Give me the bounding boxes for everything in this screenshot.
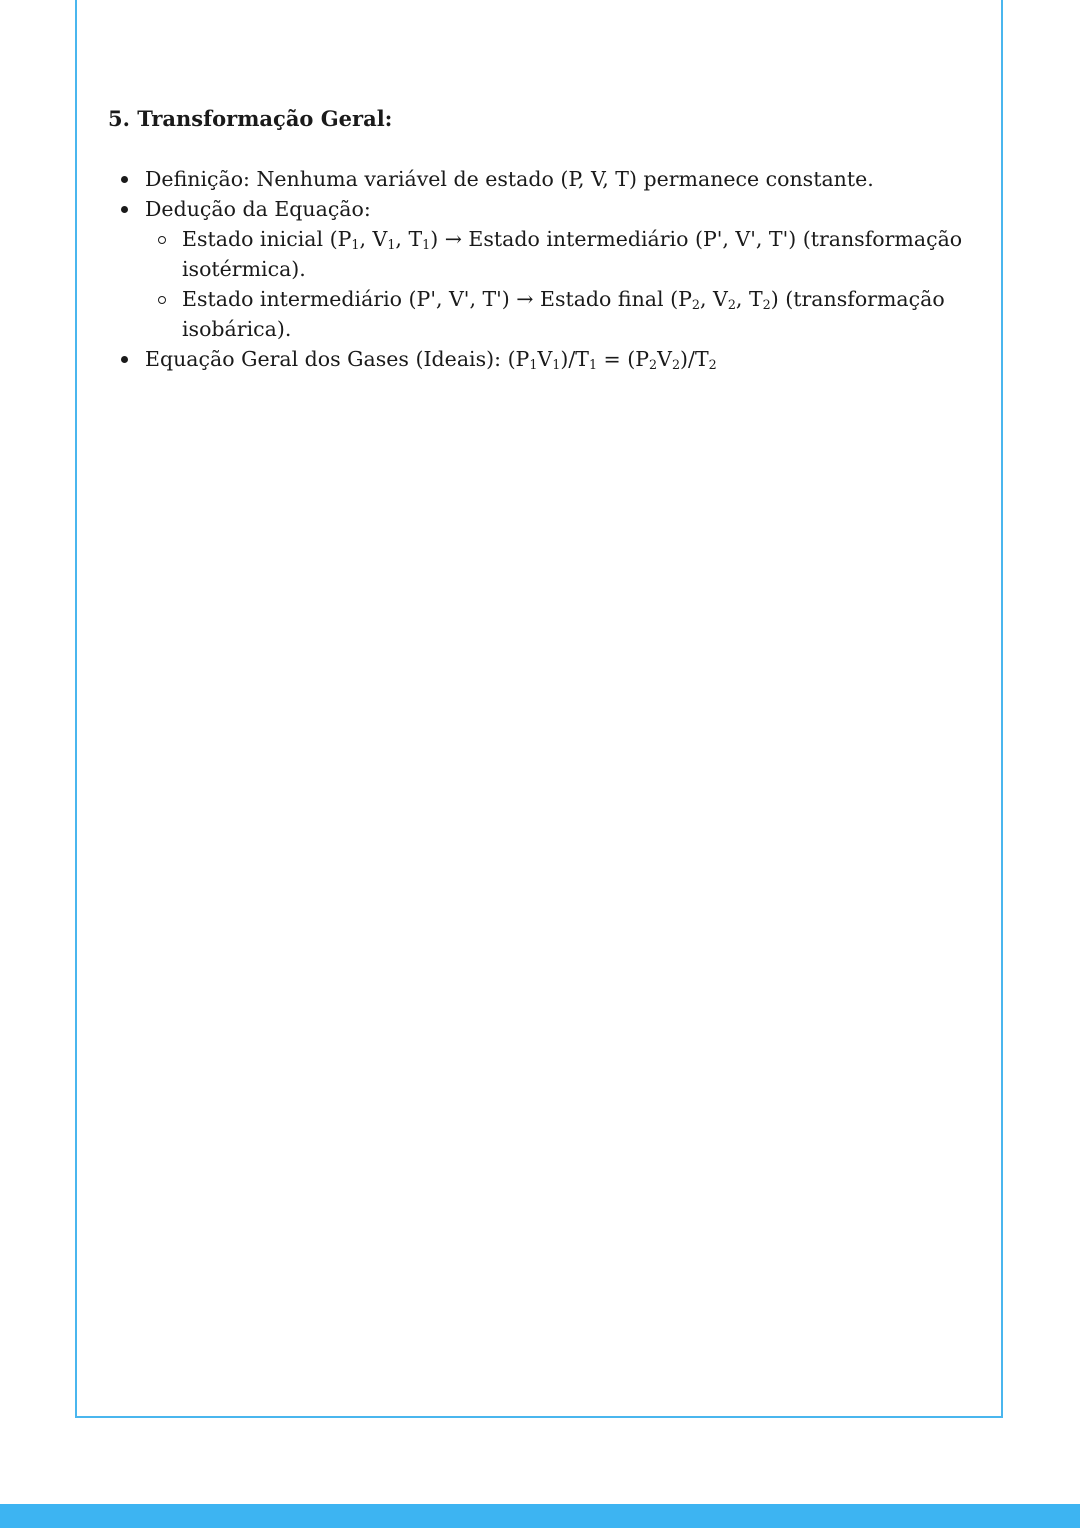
bullet-icon — [121, 206, 128, 213]
bottom-accent-bar — [0, 1504, 1080, 1528]
equacao-formula: $(P_1V_1)/T_1 = (P_2V_2)/T_2$ — [507, 347, 717, 373]
section-heading: 5. Transformação Geral: — [108, 106, 393, 131]
sub-list-item-isotermica — [145, 224, 978, 284]
list-item-definicao — [108, 164, 978, 194]
sub-item-text: Estado inicial ($P_1$, $V_1$, $T_1$) → Estado intermediário (P', V', T') (transformação isotérmica). — [182, 227, 963, 281]
list-item-deducao — [108, 194, 978, 344]
sub-bullet-list — [145, 224, 978, 344]
bullet-list — [108, 164, 978, 374]
sub-item-text: Estado intermediário (P', V', T') → Estado final ($P_2$, $V_2$, $T_2$) (transformação isobárica). — [182, 287, 945, 341]
content-body — [108, 164, 978, 374]
bullet-icon — [121, 356, 128, 363]
sub-list-item-isobarica — [145, 284, 978, 344]
bullet-icon — [121, 176, 128, 183]
equacao-label: Equação Geral dos Gases (Ideais): — [145, 347, 502, 371]
definicao-label: Definição: — [145, 167, 250, 191]
deducao-label: Dedução da Equação: — [145, 197, 371, 221]
definicao-text: Nenhuma variável de estado (P, V, T) permanece constante. — [256, 167, 874, 191]
list-item-equacao-geral — [108, 344, 978, 374]
hollow-bullet-icon — [158, 236, 166, 244]
hollow-bullet-icon — [158, 296, 166, 304]
